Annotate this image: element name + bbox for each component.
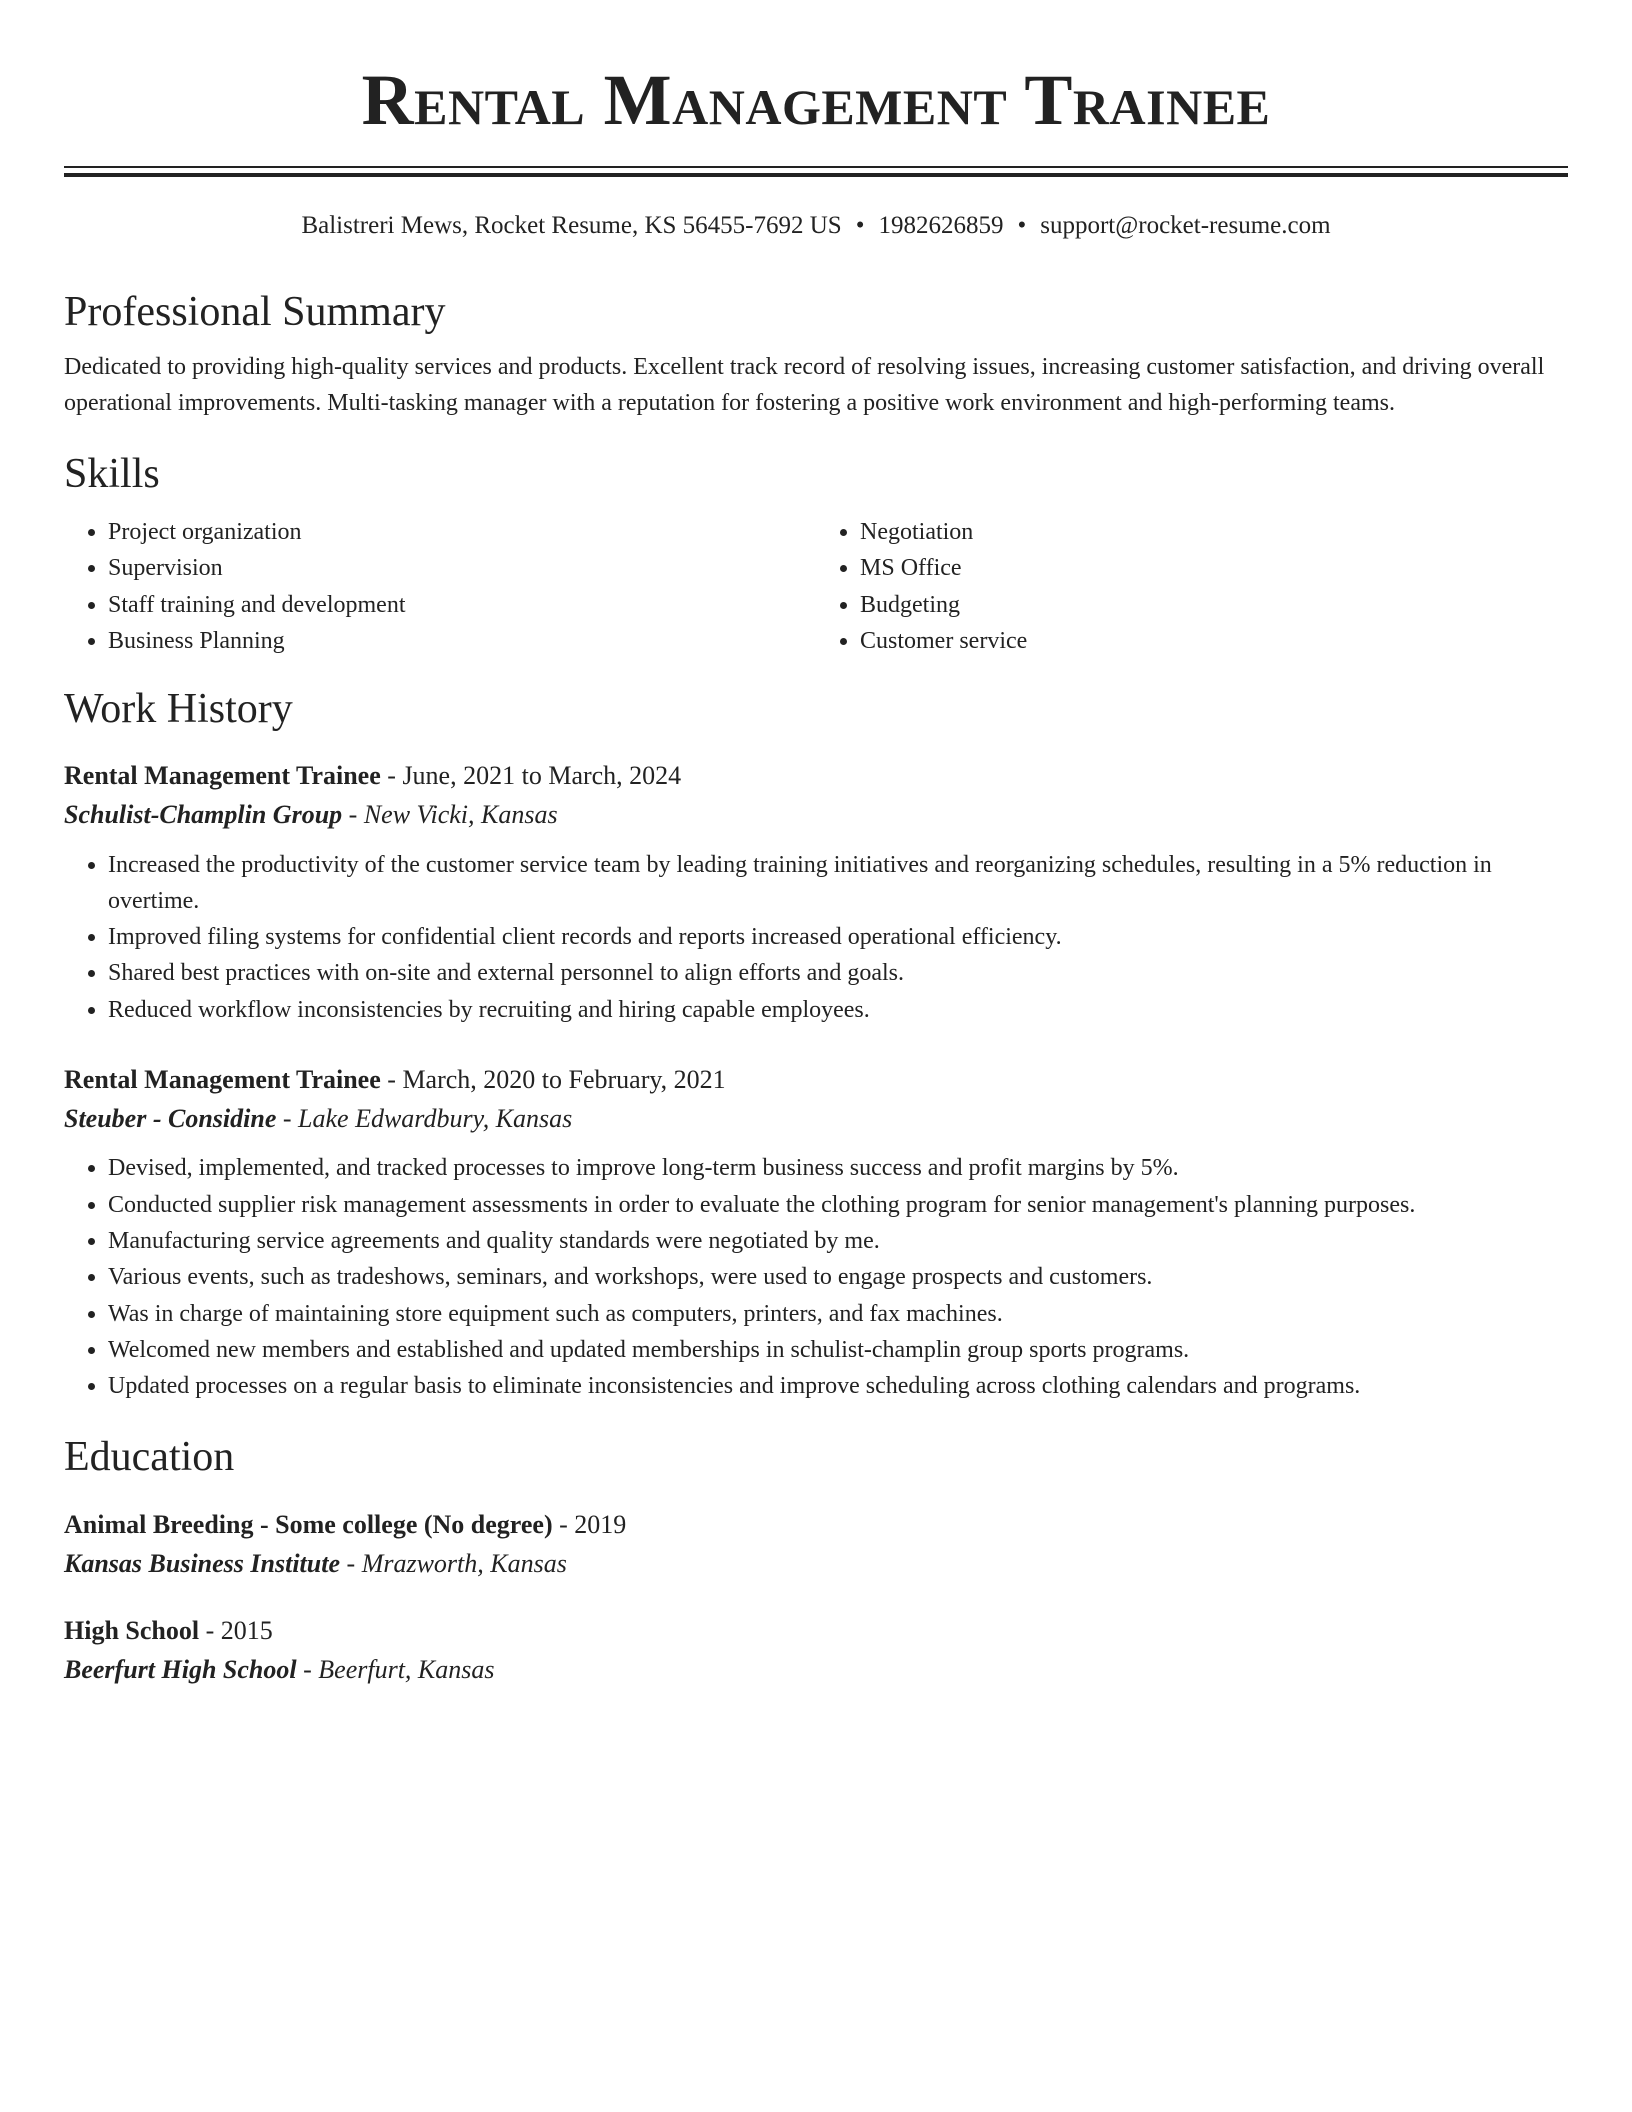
job-bullet: • Conducted supplier risk management assessments in order to evaluate the clothing program for senior management's planning purposes. bbox=[108, 1187, 1568, 1223]
education-year: 2015 bbox=[220, 1616, 273, 1646]
dash: - bbox=[276, 1104, 299, 1134]
skill-item: • Customer service bbox=[860, 623, 1568, 660]
summary-text: Dedicated to providing high-quality services and products. Excellent track record of resolving issues, increasing customer satisfaction, and driving overall operational improvements. Multi-tasking manager with a reputation for fostering a positive work environment and high-performing teams. bbox=[64, 354, 1545, 417]
job-dates: March, 2020 to February, 2021 bbox=[402, 1065, 726, 1095]
education-entry bbox=[64, 1509, 1568, 1579]
skill-item: • Budgeting bbox=[860, 587, 1568, 624]
skills-right-list bbox=[816, 514, 1568, 660]
contact-separator: • bbox=[855, 212, 865, 239]
job-title: Rental Management Trainee bbox=[64, 761, 381, 791]
title-double-rule bbox=[64, 166, 1568, 177]
education-school-line bbox=[64, 1548, 1568, 1579]
dash: - bbox=[296, 1655, 319, 1685]
contact-phone: 1982626859 bbox=[878, 212, 1004, 239]
skills-left-list bbox=[64, 514, 816, 660]
education-location: Beerfurt, Kansas bbox=[318, 1655, 495, 1685]
dash: - bbox=[380, 761, 403, 791]
job-bullet: • Improved filing systems for confidential client records and reports increased operational efficiency. bbox=[108, 919, 1568, 955]
education-degree: High School bbox=[64, 1616, 200, 1646]
skill-item: • Staff training and development bbox=[108, 587, 816, 624]
education-location: Mrazworth, Kansas bbox=[361, 1549, 567, 1579]
dash: - bbox=[552, 1509, 575, 1539]
skill-item: • Supervision bbox=[108, 550, 816, 587]
dash: - bbox=[199, 1616, 221, 1646]
job-bullet: • Manufacturing service agreements and quality standards were negotiated by me. bbox=[108, 1223, 1568, 1259]
skill-item: • Business Planning bbox=[108, 623, 816, 660]
education-school: Kansas Business Institute bbox=[64, 1549, 341, 1579]
summary-heading: Professional Summary bbox=[64, 289, 446, 335]
job-location: Lake Edwardbury, Kansas bbox=[298, 1104, 573, 1134]
job-bullet: • Increased the productivity of the customer service team by leading training initiatives and reorganizing schedules, resulting in a 5% reduction in overtime. bbox=[108, 847, 1568, 920]
job-bullet: • Updated processes on a regular basis to eliminate inconsistencies and improve scheduling across clothing calendars and programs. bbox=[108, 1368, 1568, 1404]
dash: - bbox=[380, 1065, 403, 1095]
job-bullet: • Shared best practices with on-site and external personnel to align efforts and goals. bbox=[108, 955, 1568, 991]
job-bullets bbox=[64, 1150, 1568, 1404]
skill-item: • Project organization bbox=[108, 514, 816, 551]
resume-title: Rental Management Trainee bbox=[361, 60, 1271, 140]
education-degree: Animal Breeding - Some college (No degree) bbox=[64, 1509, 553, 1539]
job-header bbox=[64, 760, 1568, 791]
job-employer-line bbox=[64, 799, 1568, 830]
job-location: New Vicki, Kansas bbox=[363, 800, 558, 830]
skill-item: • MS Office bbox=[860, 550, 1568, 587]
dash: - bbox=[340, 1549, 362, 1579]
job-bullets bbox=[64, 847, 1568, 1028]
dash: - bbox=[342, 800, 364, 830]
job-bullet: • Reduced workflow inconsistencies by recruiting and hiring capable employees. bbox=[108, 992, 1568, 1028]
contact-email: support@rocket-resume.com bbox=[1040, 212, 1331, 239]
skills-columns bbox=[64, 514, 1568, 660]
contact-line bbox=[64, 211, 1568, 241]
contact-separator: • bbox=[1017, 212, 1027, 239]
job-header bbox=[64, 1064, 1568, 1095]
education-school: Beerfurt High School bbox=[64, 1655, 297, 1685]
job-employer-line bbox=[64, 1103, 1568, 1134]
education-header bbox=[64, 1615, 1568, 1646]
education-year: 2019 bbox=[574, 1509, 627, 1539]
work-history-heading: Work History bbox=[64, 685, 293, 732]
job-dates: June, 2021 to March, 2024 bbox=[402, 761, 682, 791]
job-bullet: • Was in charge of maintaining store equipment such as computers, printers, and fax machines. bbox=[108, 1296, 1568, 1332]
job-company: Steuber - Considine bbox=[64, 1104, 277, 1134]
education-school-line bbox=[64, 1654, 1568, 1685]
work-history-section bbox=[64, 684, 1568, 1405]
contact-address: Balistreri Mews, Rocket Resume, KS 56455-7692 US bbox=[301, 212, 842, 239]
job-title: Rental Management Trainee bbox=[64, 1065, 381, 1095]
education-heading: Education bbox=[64, 1434, 235, 1481]
skills-heading: Skills bbox=[64, 451, 160, 498]
education-section bbox=[64, 1432, 1568, 1685]
job-entry bbox=[64, 760, 1568, 1028]
job-company: Schulist-Champlin Group bbox=[64, 800, 343, 830]
education-header bbox=[64, 1509, 1568, 1540]
summary-section bbox=[64, 287, 1568, 421]
job-bullet: • Welcomed new members and established and updated memberships in schulist-champlin group sports programs. bbox=[108, 1332, 1568, 1368]
skills-section bbox=[64, 449, 1568, 659]
job-entry bbox=[64, 1064, 1568, 1404]
education-entry bbox=[64, 1615, 1568, 1685]
job-bullet: • Devised, implemented, and tracked processes to improve long-term business success and profit margins by 5%. bbox=[108, 1150, 1568, 1186]
skill-item: • Negotiation bbox=[860, 514, 1568, 551]
job-bullet: • Various events, such as tradeshows, seminars, and workshops, were used to engage prospects and customers. bbox=[108, 1259, 1568, 1295]
